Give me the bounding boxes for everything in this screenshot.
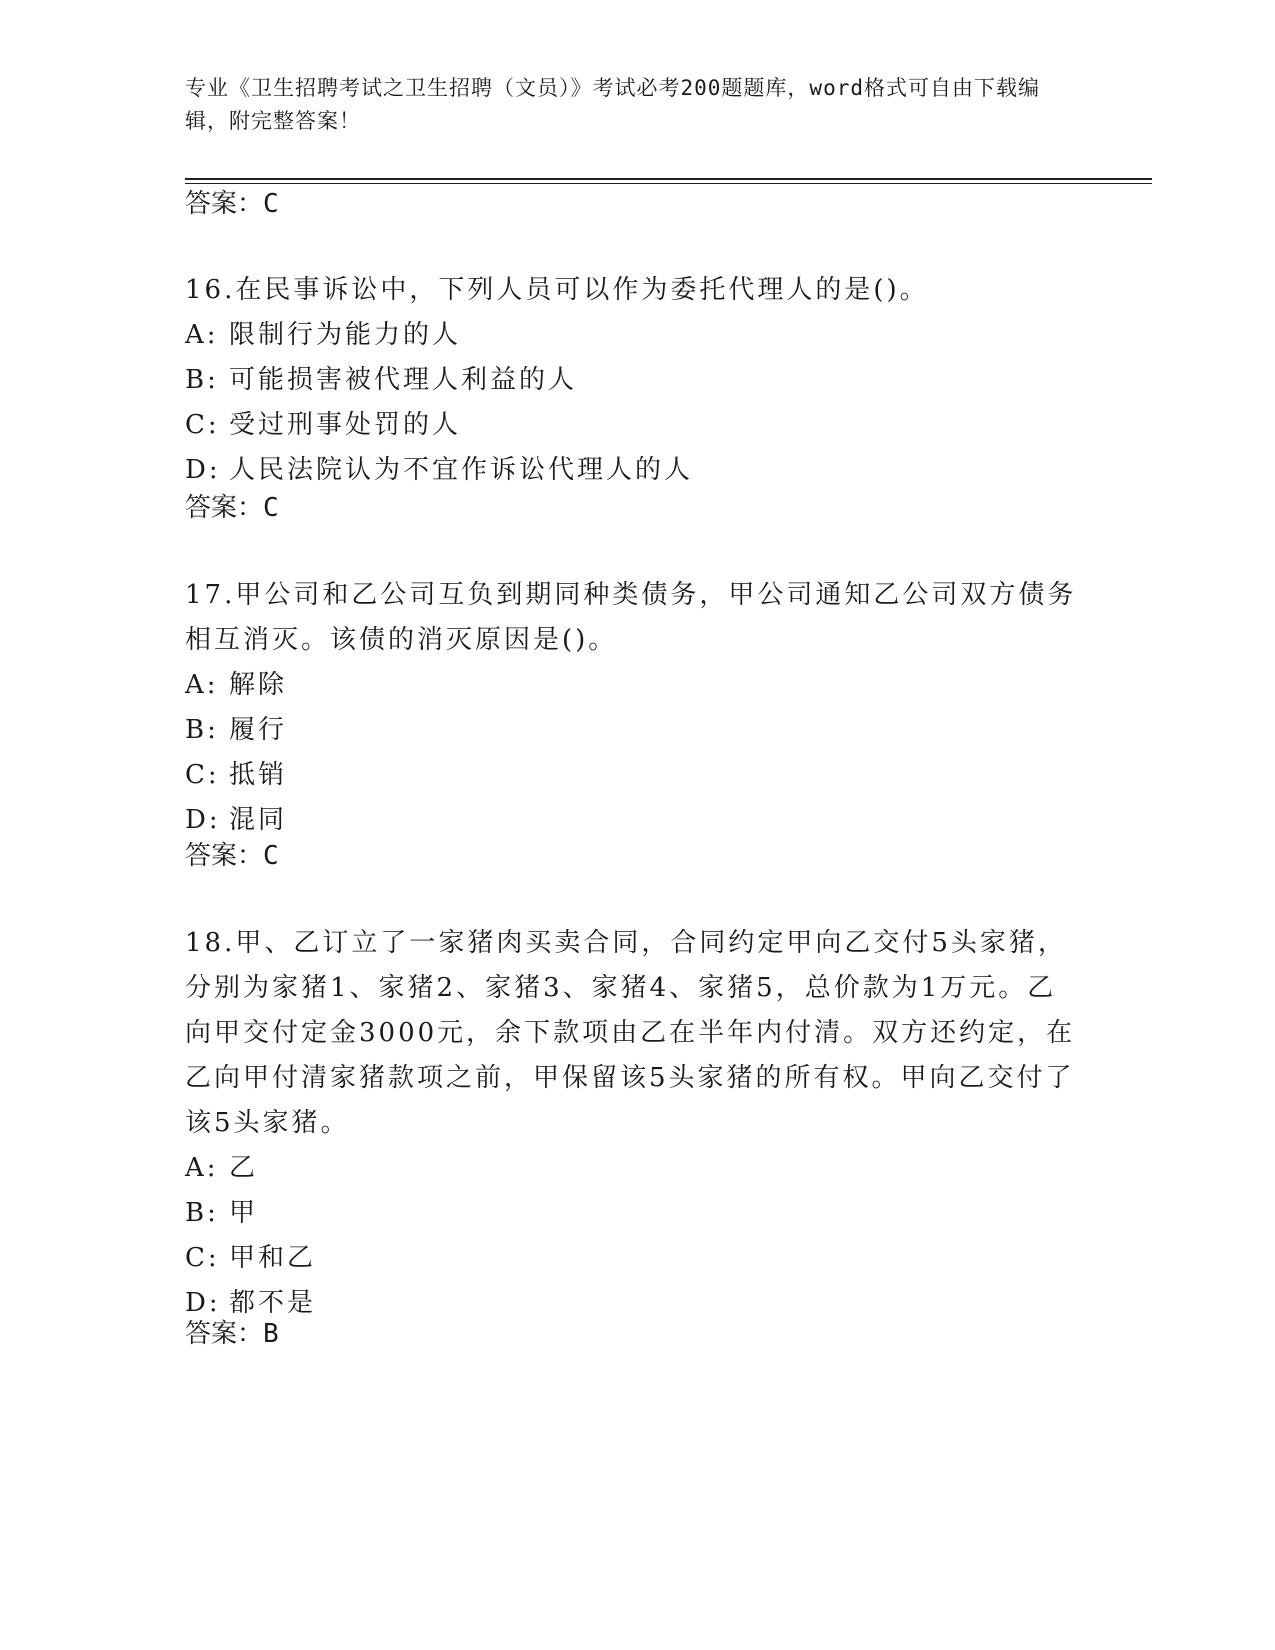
option-key: B: [185,715,219,745]
option-c [185,753,1085,798]
option-key: B: [185,365,219,395]
question-stem: 18.甲、乙订立了一家猪肉买卖合同，合同约定甲向乙交付5头家猪，分别为家猪1、家猪2、家猪3、家猪4、家猪5，总价款为1万元。乙向甲交付定金3000元，余下款项由乙在半年内付清。双方还约定，在乙向甲付清家猪款项之前，甲保留该5头家猪的所有权。甲向乙交付了该5头家猪。 [185,928,1076,1138]
answer-line: 答案：C [185,189,279,219]
option-key: B: [185,1198,219,1228]
question-17 [185,573,1085,843]
option-a [185,663,1085,708]
option-key: D: [185,1288,221,1318]
option-b [185,1191,1085,1236]
option-d [185,798,1085,843]
option-text: 都不是 [229,1288,317,1318]
option-text: 履行 [229,715,288,745]
option-key: A: [185,320,219,350]
option-text: 甲 [229,1198,259,1228]
option-text: 解除 [229,670,288,700]
option-a [185,313,1085,358]
answer-line: 答案：C [185,841,279,871]
option-text: 乙 [229,1153,259,1183]
option-text: 抵销 [229,760,288,790]
question-stem: 17.甲公司和乙公司互负到期同种类债务，甲公司通知乙公司双方债务相互消灭。该债的消灭原因是()。 [185,580,1077,655]
question-18 [185,921,1085,1326]
option-text: 受过刑事处罚的人 [229,410,462,440]
option-a [185,1146,1085,1191]
page-header: 专业《卫生招聘考试之卫生招聘（文员）》考试必考200题题库，word格式可自由下载编辑，附完整答案！ [185,76,1040,133]
option-key: A: [185,1153,219,1183]
answer-line: 答案：C [185,493,279,523]
option-key: C: [185,1243,220,1273]
option-key: C: [185,760,220,790]
option-key: D: [185,455,221,485]
option-text: 可能损害被代理人利益的人 [229,365,578,395]
option-d [185,1281,1085,1326]
option-d [185,448,1085,493]
option-text: 混同 [229,805,288,835]
option-c [185,403,1085,448]
option-key: D: [185,805,221,835]
question-16 [185,268,1085,493]
option-c [185,1236,1085,1281]
option-b [185,358,1085,403]
option-text: 限制行为能力的人 [229,320,462,350]
option-text: 人民法院认为不宜作诉讼代理人的人 [229,455,694,485]
header-divider-thin [185,183,1152,184]
option-key: C: [185,410,220,440]
question-stem: 16.在民事诉讼中，下列人员可以作为委托代理人的是()。 [185,275,929,305]
option-b [185,708,1085,753]
answer-line: 答案：B [185,1319,279,1349]
option-text: 甲和乙 [229,1243,317,1273]
option-key: A: [185,670,219,700]
header-divider [185,178,1152,180]
